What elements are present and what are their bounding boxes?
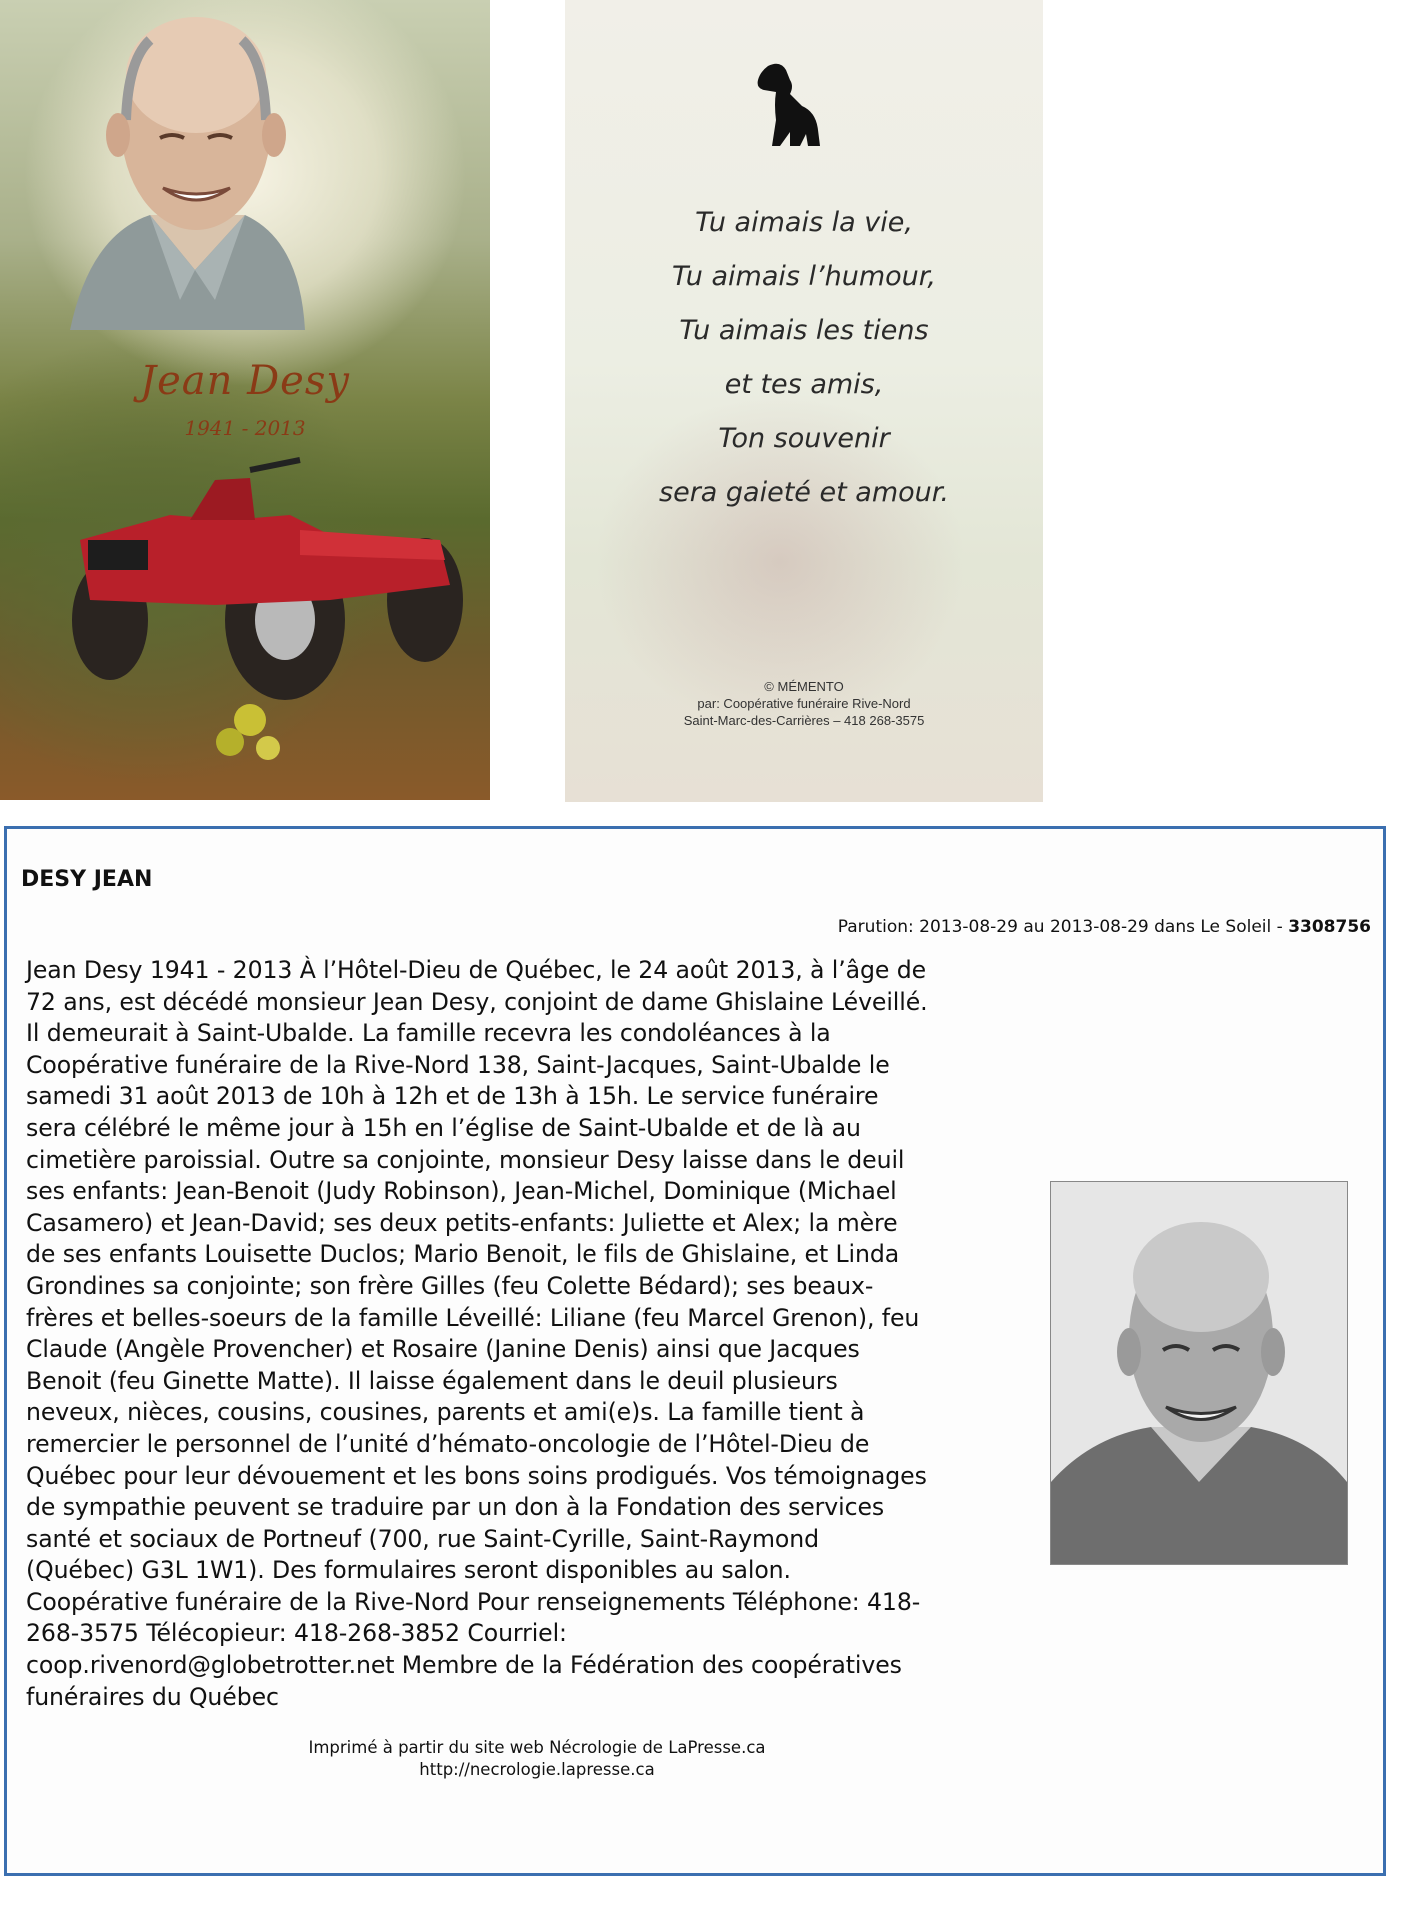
- deceased-photo: [1050, 1181, 1348, 1565]
- dog-silhouette-icon: [750, 60, 828, 150]
- memento-line: par: Coopérative funéraire Rive-Nord: [697, 696, 911, 711]
- deceased-name: Jean Desy: [140, 358, 350, 404]
- photo-illustration: [1051, 1182, 1347, 1564]
- deceased-years: 1941 - 2013: [184, 416, 306, 440]
- poem-line: Ton souvenir: [718, 423, 890, 454]
- obituary-clipping: [4, 826, 1386, 1876]
- parution-line: [838, 917, 1371, 937]
- poem-line: Tu aimais l’humour,: [672, 261, 936, 292]
- memento-credit: [565, 678, 1043, 729]
- memento-line: Saint-Marc-des-Carrières – 418 268-3575: [683, 713, 925, 728]
- poem-line: Tu aimais la vie,: [695, 207, 913, 238]
- footer-url: http://necrologie.lapresse.ca: [419, 1760, 655, 1779]
- print-footer: [7, 1737, 1067, 1781]
- parution-id: 3308756: [1288, 917, 1371, 937]
- poem-line: Tu aimais les tiens: [679, 315, 929, 346]
- poem-line: sera gaieté et amour.: [659, 477, 949, 508]
- memento-line: © MÉMENTO: [764, 679, 844, 694]
- parution-text: Parution: 2013-08-29 au 2013-08-29 dans Le Soleil -: [837, 917, 1289, 937]
- memorial-card-front: [0, 0, 490, 800]
- obituary-text: Jean Desy 1941 - 2013 À l’Hôtel-Dieu de Québec, le 24 août 2013, à l’âge de 72 ans, est décédé monsieur Jean Desy, conjoint de dame Ghislaine Léveillé. Il demeurait à Saint-Ubalde. La famille recevra les condoléances à la Coopérative funéraire de la Rive-Nord 138, Saint-Jacques, Saint-Ubalde le samedi 31 août 2013 de 10h à 12h et de 13h à 15h. Le service funéraire sera célébré le même jour à 15h en l’église de Saint-Ubalde et de là au cimetière paroissial. Outre sa conjointe, monsieur Desy laisse dans le deuil ses enfants: Jean-Benoit (Judy Robinson), Jean-Michel, Dominique (Michael Casamero) et Jean-David; ses deux petits-enfants: Juliette et Alex; la mère de ses enfants Louisette Duclos; Mario Benoit, le fils de Ghislaine, et Linda Grondines sa conjointe; son frère Gilles (feu Colette Bédard); ses beaux- frères et belles-soeurs de la famille Léveillé: Liliane (feu Marcel Grenon), feu Claude (Angèle Provencher) et Rosaire (Janine Denis) ainsi que Jacques Benoit (feu Ginette Matte). Il laisse également dans le deuil plusieurs neveux, nièces, cousins, cousines, parents et ami(e)s. La famille tient à remercier le personnel de l’unité d’hémato-oncologie de l’Hôtel-Dieu de Québec pour leur dévouement et les bons soins prodigués. Vos témoignages de sympathie peuvent se traduire par un don à la Fondation des services santé et sociaux de Portneuf (700, rue Saint-Cyrille, Saint-Raymond (Québec) G3L 1W1). Des formulaires seront disponibles au salon. Coopérative funéraire de la Rive-Nord Pour renseignements Téléphone: 418- 268-3575 Télécopieur: 418-268-3852 Courriel: coop.rivenord@globetrotter.net Membre de la Fédération des coopératives funéraires du Québec: [26, 956, 928, 1711]
- memorial-card-back: [565, 0, 1043, 802]
- obituary-title: DESY JEAN: [21, 867, 153, 892]
- footer-source: Imprimé à partir du site web Nécrologie de LaPresse.ca: [308, 1738, 766, 1757]
- poem: [565, 196, 1043, 520]
- poem-line: et tes amis,: [724, 369, 884, 400]
